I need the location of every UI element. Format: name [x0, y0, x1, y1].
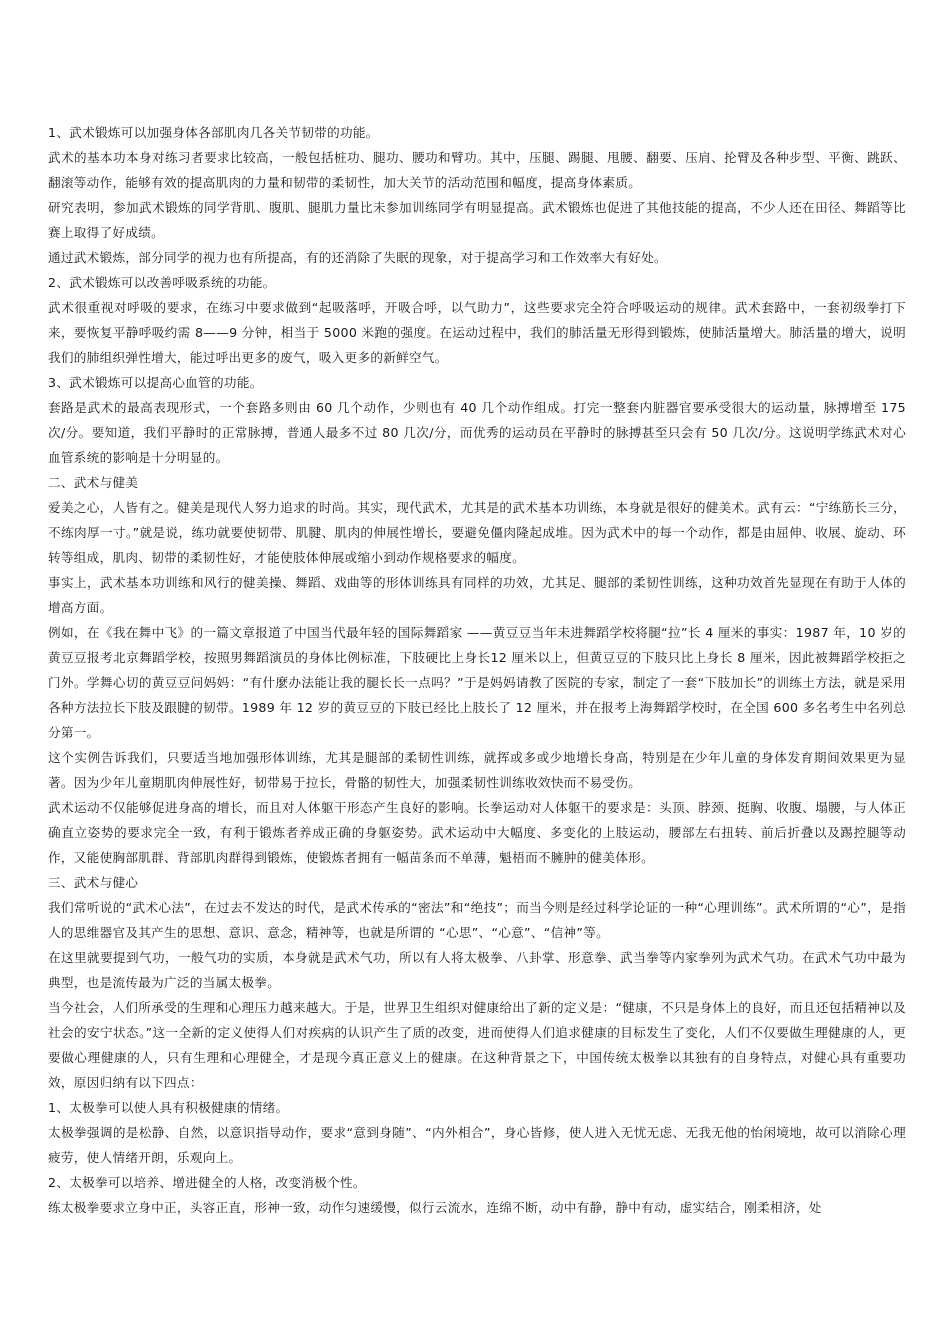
paragraph: 三、武术与健心 [48, 875, 139, 890]
paragraph: 我们常听说的“武术心法”，在过去不发达的时代，是武术传承的“密法”和“绝技”；而当今则是经过科学论证的一种“心理训练”。武术所谓的“心”，是指人的思维器官及其产生的思想、意识、意念，精神等，也就是所谓的 “心思”、“心意”、“信神”等。 [48, 900, 906, 940]
paragraph: 2、武术锻炼可以改善呼吸系统的功能。 [48, 275, 276, 290]
paragraph: 套路是武术的最高表现形式，一个套路多则由 60 几个动作，少则也有 40 几个动作组成。打完一整套内脏器官要承受很大的运动量，脉搏增至 175 次/分。要知道，我们平静时的正常脉搏，普通人最多不过 80 几次/分，而优秀的运动员在平静时的脉搏甚至只会有 50 几次/分。这说明学练武术对心血管系统的影响是十分明显的。 [48, 400, 906, 465]
paragraph: 爱美之心，人皆有之。健美是现代人努力追求的时尚。其实，现代武术，尤其是的武术基本功训练，本身就是很好的健美术。武有云：“宁练筋长三分，不练肉厚一寸。”就是说，练功就要使韧带、肌腱、肌肉的伸展性增长，要避免僵肉隆起成堆。因为武术中的每一个动作，都是由屈伸、收展、旋动、环转等组成，肌肉、韧带的柔韧性好，才能使肢体伸展或缩小到动作规格要求的幅度。 [48, 500, 906, 565]
paragraph: 太极拳强调的是松静、自然，以意识指导动作，要求“意到身随”、“内外相合”，身心皆修，使人进入无忧无虑、无我无他的怡闲境地，故可以消除心理疲劳，使人情绪开朗，乐观向上。 [48, 1125, 906, 1165]
paragraph: 在这里就要提到气功，一般气功的实质，本身就是武术气功，所以有人将太极拳、八卦掌、形意拳、武当拳等内家拳列为武术气功。在武术气功中最为典型，也是流传最为广泛的当属太极拳。 [48, 950, 906, 990]
paragraph: 1、武术锻炼可以加强身体各部肌肉几各关节韧带的功能。 [48, 125, 379, 140]
paragraph: 二、武术与健美 [48, 475, 139, 490]
paragraph: 3、武术锻炼可以提高心血管的功能。 [48, 375, 263, 390]
paragraph: 当今社会，人们所承受的生理和心理压力越来越大。于是，世界卫生组织对健康给出了新的定义是：“健康，不只是身体上的良好，而且还包括精神以及社会的安宁状态。”这一全新的定义使得人们对疾病的认识产生了质的改变，进而使得人们追求健康的目标发生了变化，人们不仅要做生理健康的人，更要做心理健康的人，只有生理和心理健全，才是现今真正意义上的健康。在这种背景之下，中国传统太极拳以其独有的自身特点，对健心具有重要功效，原因归纳有以下四点： [48, 1000, 906, 1090]
paragraph: 武术运动不仅能够促进身高的增长，而且对人体躯干形态产生良好的影响。长拳运动对人体躯干的要求是：头顶、脖颈、挺胸、收腹、塌腰，与人体正确直立姿势的要求完全一致，有利于锻炼者养成正确的身躯姿势。武术运动中大幅度、多变化的上肢运动，腰部左右扭转、前后折叠以及踢控腿等动作，又能使胸部肌群、背部肌肉群得到锻炼，使锻炼者拥有一幅苗条而不单薄，魁梧而不臃肿的健美体形。 [48, 800, 906, 865]
paragraph: 2、太极拳可以培养、增进健全的人格，改变消极个性。 [48, 1175, 366, 1190]
paragraph: 研究表明，参加武术锻炼的同学背肌、腹肌、腿肌力量比未参加训练同学有明显提高。武术锻炼也促进了其他技能的提高，不少人还在田径、舞蹈等比赛上取得了好成绩。 [48, 200, 906, 240]
paragraph: 事实上，武术基本功训练和风行的健美操、舞蹈、戏曲等的形体训练具有同样的功效，尤其足、腿部的柔韧性训练，这种功效首先显现在有助于人体的增高方面。 [48, 575, 906, 615]
paragraph: 1、太极拳可以使人具有积极健康的情绪。 [48, 1100, 289, 1115]
paragraph: 通过武术锻炼，部分同学的视力也有所提高，有的还消除了失眠的现象，对于提高学习和工作效率大有好处。 [48, 250, 667, 265]
document-page [48, 120, 906, 1220]
paragraph: 武术的基本功本身对练习者要求比较高，一般包括桩功、腿功、腰功和臂功。其中，压腿、踢腿、甩腰、翻要、压肩、抡臂及各种步型、平衡、跳跃、翻滚等动作，能够有效的提高肌肉的力量和韧带的柔韧性，加大关节的活动范围和幅度，提高身体素质。 [48, 150, 906, 190]
paragraph: 这个实例告诉我们，只要适当地加强形体训练，尤其是腿部的柔韧性训练，就挥或多或少地增长身高，特别是在少年儿童的身体发育期间效果更为显著。因为少年儿童期肌肉伸展性好，韧带易于拉长，骨骼的韧性大，加强柔韧性训练收效快而不易受伤。 [48, 750, 906, 790]
paragraph: 例如，在《我在舞中飞》的一篇文章报道了中国当代最年轻的国际舞蹈家 ——黄豆豆当年未进舞蹈学校将腿“拉”长 4 厘米的事实：1987 年，10 岁的黄豆豆报考北京舞蹈学校，按照男舞蹈演员的身体比例标准，下肢硬比上身长12 厘米以上，但黄豆豆的下肢只比上身长 8 厘米，因此被舞蹈学校拒之门外。学舞心切的黄豆豆问妈妈：“有什麼办法能让我的腿长长一点吗？”于是妈妈请教了医院的专家，制定了一套“下肢加长”的训练土方法，就是采用各种方法拉长下肢及跟腱的韧带。1989 年 12 岁的黄豆豆的下肢已经比上肢长了 12 厘米，并在报考上海舞蹈学校时，在全国 600 多名考生中名列总分第一。 [48, 625, 906, 740]
paragraph: 武术很重视对呼吸的要求，在练习中要求做到“起吸落呼，开吸合呼，以气助力”，这些要求完全符合呼吸运动的规律。武术套路中，一套初级拳打下来，要恢复平静呼吸约需 8——9 分钟，相当于 5000 米跑的强度。在运动过程中，我们的肺活量无形得到锻炼，使肺活量增大。肺活量的增大，说明我们的肺组织弹性增大，能过呼出更多的废气，吸入更多的新鲜空气。 [48, 300, 906, 365]
paragraph: 练太极拳要求立身中正，头容正直，形神一致，动作匀速缓慢，似行云流水，连绵不断，动中有静，静中有动，虚实结合，刚柔相济，处 [48, 1200, 822, 1215]
